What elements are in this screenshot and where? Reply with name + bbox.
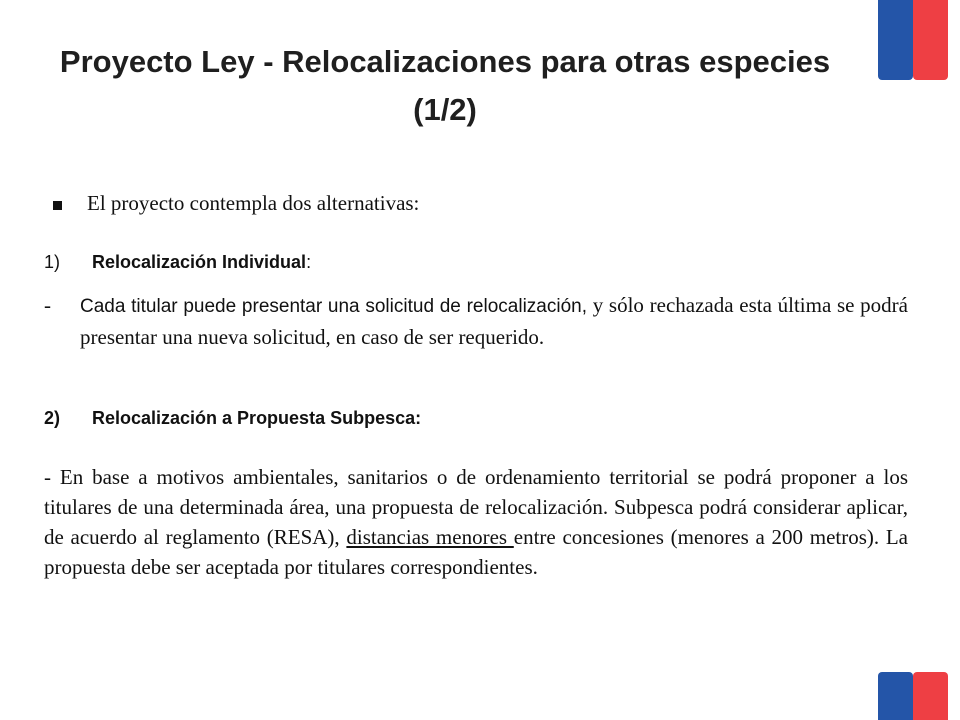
slide-content <box>44 188 908 582</box>
para-end: entre concesiones (menores a 200 metros). La propuesta debe ser aceptada por titulares correspondientes. <box>44 525 909 579</box>
square-bullet-icon <box>53 201 62 210</box>
item-text-serif: y sólo rechazada esta última se podrá presentar una nueva solicitud, en caso de ser requerido. <box>80 293 909 349</box>
bullet-line <box>44 188 908 218</box>
item-dash: - <box>44 293 51 317</box>
flag-decoration-top <box>878 0 948 80</box>
section2-label: Relocalización a Propuesta Subpesca: <box>92 408 422 428</box>
section2-number: 2) <box>44 408 61 428</box>
section1-label-wrap <box>92 248 311 276</box>
para-underlined: distancias menores <box>346 525 514 549</box>
item-text <box>80 290 908 352</box>
slide-title: Proyecto Ley - Relocalizaciones para otras especies (1/2) <box>59 44 831 127</box>
para-start: - En base a motivos ambientales, sanitarios o de ordenamiento territorial se podrá proponer a los titulares de una determinada área, una propuesta de relocalización. Subpesca podrá considerar aplicar, de acuerdo al reglamento (RESA), <box>44 465 908 549</box>
flag-decoration-bottom <box>878 672 948 720</box>
flag-blue-stripe <box>878 672 913 720</box>
item-text-sans: Cada titular puede presentar una solicitud de relocalización, <box>80 296 588 317</box>
section1-label: Relocalización Individual <box>92 252 307 272</box>
section1-suffix: : <box>306 252 312 272</box>
section2-paragraph <box>44 462 908 582</box>
section1-heading <box>44 248 908 276</box>
section1-number: 1) <box>44 252 61 272</box>
section2-heading <box>44 404 908 432</box>
section1-item <box>44 290 908 352</box>
bullet-text: El proyecto contempla dos alternativas: <box>87 191 420 215</box>
flag-red-stripe <box>913 0 948 80</box>
flag-blue-stripe <box>878 0 913 80</box>
flag-red-stripe <box>913 672 948 720</box>
